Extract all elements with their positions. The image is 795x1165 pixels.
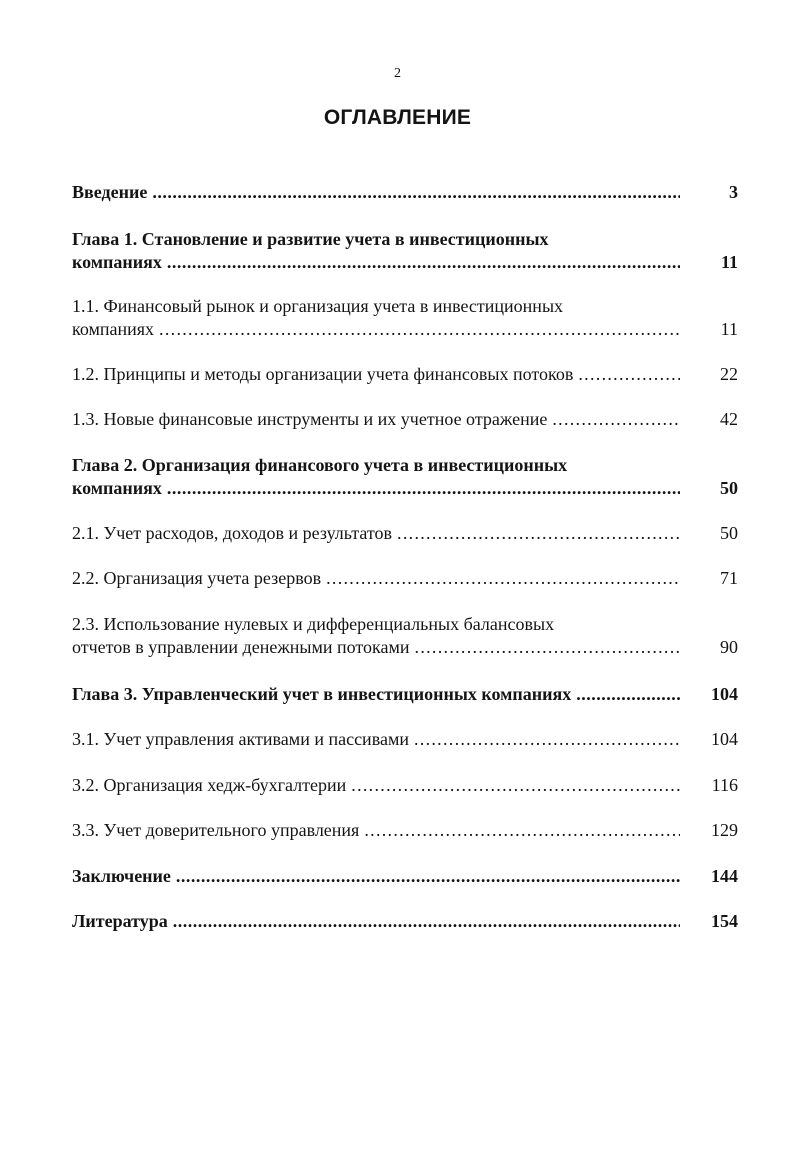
toc-entry-title: Глава 1. Становление и развитие учета в инвестиционных <box>72 229 549 249</box>
toc-page-number: 104 <box>711 729 738 749</box>
dot-leader <box>576 683 680 706</box>
toc-entry-title: 2.3. Использование нулевых и дифференциальных балансовых <box>72 614 555 634</box>
toc-page-number: 116 <box>711 775 738 795</box>
toc-entry-literature[interactable] <box>72 910 738 933</box>
toc-page-number: 144 <box>711 866 738 886</box>
toc-page-number: 154 <box>711 911 738 931</box>
dot-leader <box>326 567 680 590</box>
dot-leader <box>415 636 680 659</box>
toc-entry-chapter-1[interactable] <box>72 228 738 274</box>
dot-leader <box>159 318 680 341</box>
toc-entry-title: 3.3. Учет доверительного управления <box>72 820 360 840</box>
dot-leader <box>152 181 680 204</box>
dot-leader <box>167 251 680 274</box>
toc-entry-section-2-1[interactable] <box>72 522 738 545</box>
toc-entry-title: 3.1. Учет управления активами и пассивами <box>72 729 409 749</box>
toc-entry-title-continued: компаниях <box>72 319 155 339</box>
toc-entry-section-3-2[interactable] <box>72 774 738 797</box>
toc-entry-section-2-3[interactable] <box>72 613 738 659</box>
toc-entry-title-continued: компаниях <box>72 252 162 272</box>
dot-leader <box>173 910 680 933</box>
page-number: 2 <box>394 66 401 81</box>
toc-page-number: 42 <box>720 409 738 429</box>
toc-entry-title: 2.1. Учет расходов, доходов и результатов <box>72 523 393 543</box>
toc-entry-title: Заключение <box>72 866 171 886</box>
toc-page-number: 50 <box>720 478 738 498</box>
dot-leader <box>364 819 680 842</box>
toc-page-number: 129 <box>711 820 738 840</box>
dot-leader <box>578 363 680 386</box>
toc-page-number: 71 <box>720 568 738 588</box>
toc-page-number: 11 <box>720 252 738 272</box>
toc-entry-section-1-2[interactable] <box>72 363 738 386</box>
toc-entry-title: 1.2. Принципы и методы организации учета финансовых потоков <box>72 364 574 384</box>
dot-leader <box>414 728 680 751</box>
dot-leader <box>176 865 680 888</box>
toc-entry-title: 3.2. Организация хедж-бухгалтерии <box>72 775 347 795</box>
dot-leader <box>351 774 680 797</box>
toc-page-number: 3 <box>729 182 738 202</box>
dot-leader <box>552 408 680 431</box>
page-title: ОГЛАВЛЕНИЕ <box>323 106 472 129</box>
toc-page-number: 90 <box>720 637 738 657</box>
toc-entry-section-1-1[interactable] <box>72 295 738 341</box>
toc-entry-title: Глава 3. Управленческий учет в инвестиционных компаниях <box>72 684 572 704</box>
toc-entry-section-3-3[interactable] <box>72 819 738 842</box>
toc-entry-conclusion[interactable] <box>72 865 738 888</box>
toc-page-number: 104 <box>711 684 738 704</box>
toc-entry-title: 1.1. Финансовый рынок и организация учета в инвестиционных <box>72 296 564 316</box>
toc-entry-title-continued: компаниях <box>72 478 162 498</box>
toc-entry-section-3-1[interactable] <box>72 728 738 751</box>
dot-leader <box>167 477 680 500</box>
toc-entry-introduction[interactable] <box>72 181 738 204</box>
toc-page-number: 50 <box>720 523 738 543</box>
toc-entry-section-2-2[interactable] <box>72 567 738 590</box>
dot-leader <box>397 522 680 545</box>
toc-entry-title: Литература <box>72 911 168 931</box>
toc-entry-chapter-3[interactable] <box>72 683 738 706</box>
toc-entry-title-continued: отчетов в управлении денежными потоками <box>72 637 410 657</box>
toc-page-number: 22 <box>720 364 738 384</box>
toc-entry-title: Глава 2. Организация финансового учета в инвестиционных <box>72 455 568 475</box>
toc-entry-section-1-3[interactable] <box>72 408 738 431</box>
toc-page-number: 11 <box>720 319 738 339</box>
toc-entry-title: Введение <box>72 182 148 202</box>
toc-entry-chapter-2[interactable] <box>72 454 738 500</box>
toc-entry-title: 1.3. Новые финансовые инструменты и их учетное отражение <box>72 409 548 429</box>
toc-entry-title: 2.2. Организация учета резервов <box>72 568 322 588</box>
